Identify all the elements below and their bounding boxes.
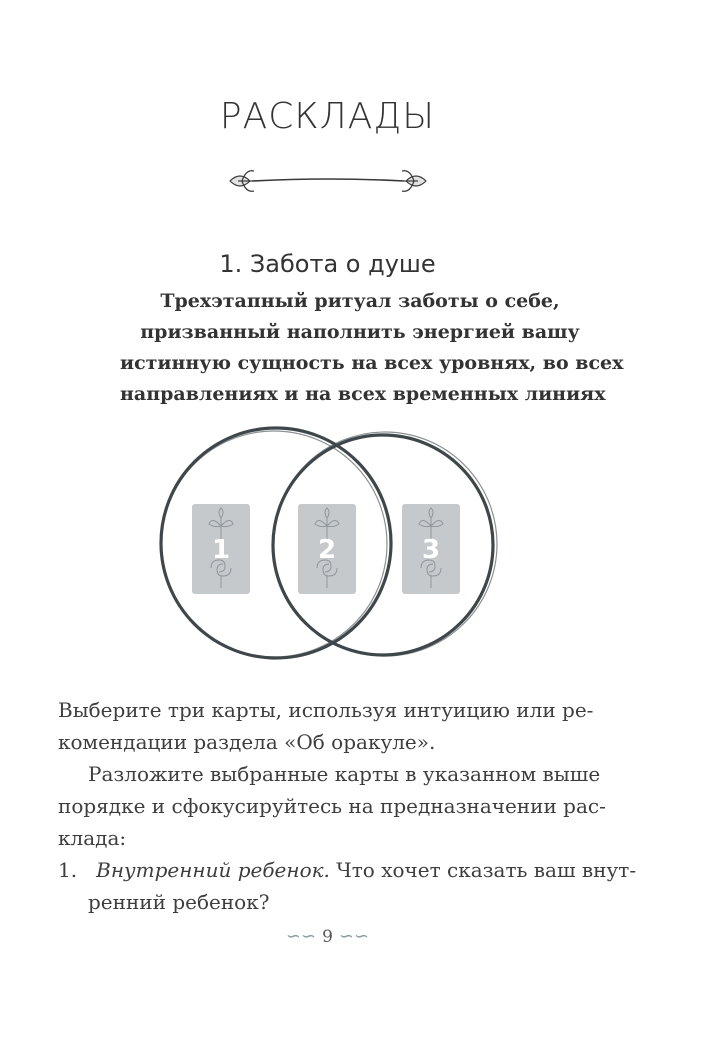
- subtitle-line: Трехэтапный ритуал заботы о себе,: [160, 290, 560, 312]
- card-label: 2: [317, 535, 337, 565]
- chapter-title: РАСКЛАДЫ: [219, 96, 436, 137]
- paragraph-line: Разложите выбранные карты в указанном выше: [88, 762, 601, 786]
- card-1: [192, 504, 250, 594]
- card-3: [402, 504, 460, 594]
- card-2: [298, 504, 356, 594]
- subtitle-line: направлениях и на всех временных линиях: [120, 383, 606, 405]
- card-label: 1: [211, 535, 231, 565]
- list-item-continuation: ренний ребенок?: [88, 890, 270, 914]
- list-text: Что хочет сказать ваш внут-: [329, 858, 637, 882]
- swirl-ornament-right-icon: ∽∽: [338, 926, 370, 947]
- subtitle-line: призванный наполнить энергией вашу: [140, 321, 580, 343]
- list-number: 1.: [58, 858, 78, 882]
- instructions: [58, 694, 637, 918]
- spread-description: [120, 286, 624, 410]
- decorative-divider: [228, 163, 428, 199]
- paragraph-line: Выберите три карты, используя интуицию или ре-: [58, 698, 594, 722]
- leaf-ornament-right-icon: [402, 171, 426, 192]
- subtitle-line: истинную сущность на всех уровнях, во всех: [120, 352, 624, 374]
- spread-diagram: [150, 420, 510, 670]
- paragraph-line: порядке и сфокусируйтесь на предназначении рас-: [58, 794, 606, 818]
- card-label: 3: [421, 535, 441, 565]
- page-number: 9: [322, 927, 333, 947]
- list-item: [58, 854, 637, 886]
- leaf-ornament-left-icon: [230, 171, 254, 192]
- page-footer: [0, 926, 655, 947]
- paragraph-line: клада:: [58, 826, 127, 850]
- section-title: 1. Забота о душе: [219, 250, 436, 278]
- list-term: Внутренний ребенок.: [96, 858, 330, 882]
- paragraph-line: комендации раздела «Об оракуле».: [58, 730, 436, 754]
- divider-line: [252, 179, 404, 181]
- swirl-ornament-left-icon: ∽∽: [285, 926, 317, 947]
